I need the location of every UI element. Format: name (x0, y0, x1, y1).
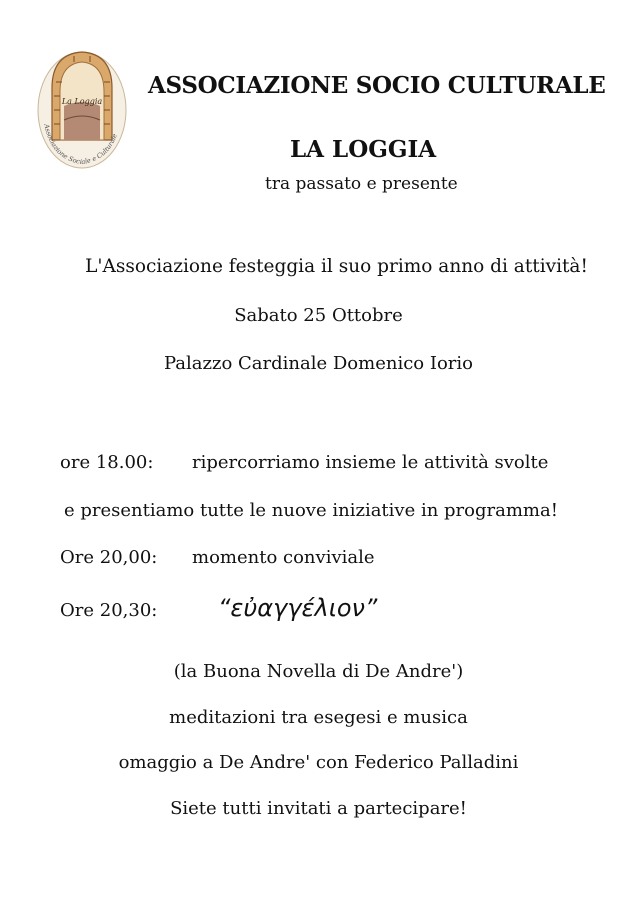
subtitle: tra passato e presente (265, 174, 458, 194)
event-venue: Palazzo Cardinale Domenico Iorio (163, 353, 473, 374)
event-date: Sabato 25 Ottobre (234, 305, 403, 326)
headline: L'Associazione festeggia il suo primo anno di attività! (85, 256, 588, 277)
logo-ring-text: Associazione Sociale e Culturale (42, 123, 119, 167)
program-time-3: Ore 20,00: (60, 547, 158, 568)
detail-line-1: (la Buona Novella di De Andre') (173, 661, 464, 682)
association-logo (34, 42, 130, 172)
program-time-1: ore 18.00: (60, 452, 154, 473)
logo-label: La Loggia (61, 97, 103, 106)
page-title: LA LOGGIA (290, 136, 437, 163)
program-title-greek: “εὐαγγέλιον” (218, 594, 378, 622)
program-text-2: e presentiamo tutte le nuove iniziative in programma! (64, 500, 558, 521)
program-text-3: momento conviviale (192, 547, 375, 568)
program-text-1: ripercorriamo insieme le attività svolte (192, 452, 549, 473)
detail-line-3: omaggio a De Andre' con Federico Palladini (118, 752, 519, 773)
detail-line-2: meditazioni tra esegesi e musica (169, 707, 468, 728)
program-time-4: Ore 20,30: (60, 600, 158, 621)
invitation-line: Siete tutti invitati a partecipare! (170, 798, 467, 819)
org-name: ASSOCIAZIONE SOCIO CULTURALE (148, 72, 606, 99)
